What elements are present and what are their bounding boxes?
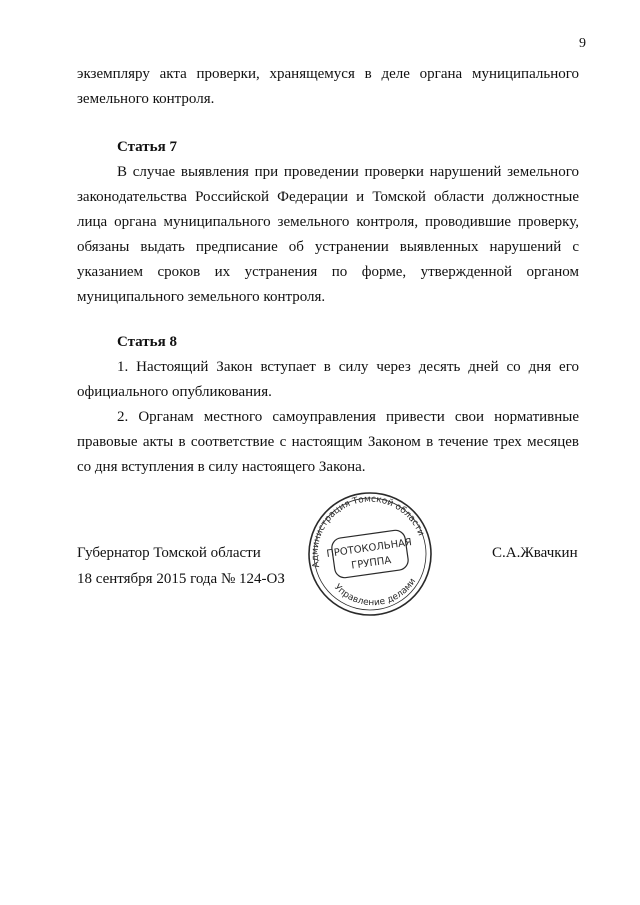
article-8-paragraph-1: 1. Настоящий Закон вступает в силу через десять дней со дня его официального опубликования. xyxy=(77,359,579,400)
stamp-outer-bottom-text: Управление делами xyxy=(331,576,419,609)
stamp-line-1: ПРОТОКОЛЬНАЯ xyxy=(325,537,413,560)
signatory-title: Губернатор Томской области xyxy=(77,545,261,561)
article-8-paragraph-2: 2. Органам местного самоуправления привести свои нормативные правовые акты в соответствие с настоящим Законом в течение трех месяцев со дня вступления в силу настоящего Закона. xyxy=(77,409,579,475)
official-stamp xyxy=(300,490,440,618)
stamp-line-2: ГРУППА xyxy=(350,555,392,572)
stamp-outer-top-text: Администрация Томской области xyxy=(310,494,426,569)
law-date-number: 18 сентября 2015 года № 124-ОЗ xyxy=(77,571,285,587)
article-7-heading: Статья 7 xyxy=(117,139,177,155)
intro-block xyxy=(77,62,579,112)
article-8-heading: Статья 8 xyxy=(117,334,177,350)
intro-paragraph: экземпляру акта проверки, хранящемуся в деле органа муниципального земельного контроля. xyxy=(77,66,579,107)
article-7-paragraph: В случае выявления при проведении проверки нарушений земельного законодательства Российской Федерации и Томской области должностные лица органа муниципального земельного контроля, проводившие проверку, обязаны выдать предписание об устранении выявленных нарушений с указанием сроков их устранения по форме, утвержденной органом муниципального земельного контроля. xyxy=(77,164,579,305)
article-7 xyxy=(77,135,579,310)
signatory-name: С.А.Жвачкин xyxy=(492,545,578,561)
page-number: 9 xyxy=(579,36,586,51)
article-8 xyxy=(77,330,579,480)
